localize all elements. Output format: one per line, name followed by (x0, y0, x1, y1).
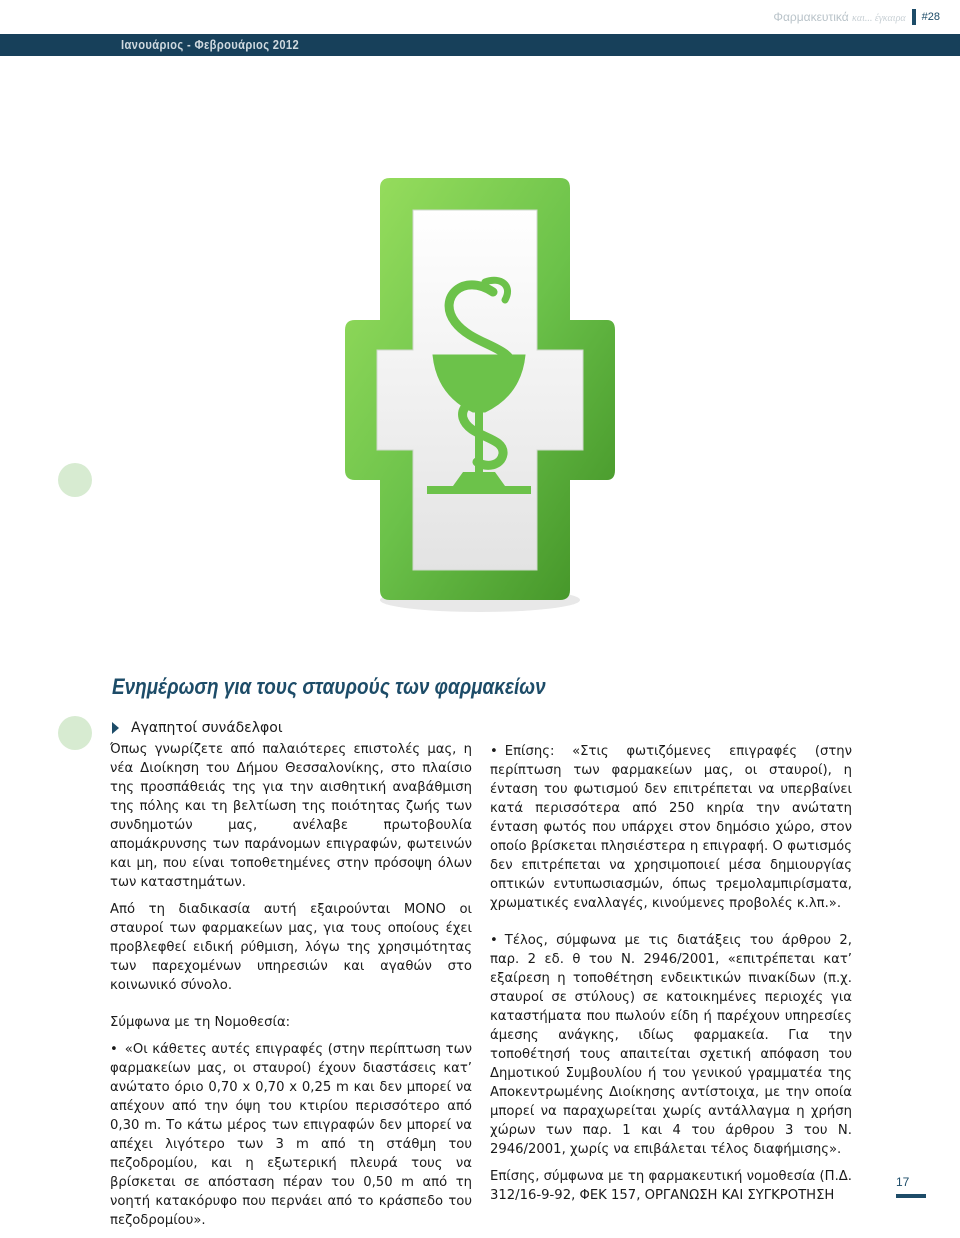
salutation (112, 720, 283, 736)
magazine-name: Φαρμακευτικά και... έγκαιρα (773, 10, 906, 24)
issue-date: Ιανουάριος - Φεβρουάριος 2012 (121, 37, 300, 52)
decorative-circle (58, 463, 92, 497)
paragraph: Σύμφωνα με τη Νομοθεσία: (110, 1015, 291, 1030)
decorative-circle (58, 716, 92, 750)
bullet-item: • Τέλος, σύμφωνα με τις διατάξεις του άρθρου 2, παρ. 2 εδ. θ του Ν. 2946/2001, «επιτρέπεται κατ’ εξαίρεση η τοποθέτηση ενδεικτικών πινακίδων (π.χ. σταυροί σε στύλους) σε κατοικημένες περιοχές για καταστήματα που πωλούν είδη ή παρέχουν υπηρεσίες άμεσης ανάγκης, ιδίως φαρμακεία. Για την τοποθέτησή τους απαιτείται σχετική απόφαση του Δημοτικού Συμβουλίου ή του γενικού γραμματέα της Αποκεντρωμένης Διοίκησης αντίστοιχα, με την οποία μπορεί να παραχωρείται χωρίς αντάλλαγμα η χρήση χώρων των παρ. 1 και 4 του άρθρου 3 του Ν. 2946/2001, χωρίς να επιβάλεται τέλος διαφήμισης». (490, 931, 852, 1159)
bullet-item: • Επίσης: «Στις φωτιζόμενες επιγραφές (στην περίπτωση των φαρμακείων μας, οι σταυροί), η ένταση του φωτισμού δεν επιτρέπεται να υπερβαίνει κατά περισσότερα από 250 κηρία την ανώτατη ένταση φωτός που υπάρχει στον δημόσιο χώρο, στον οποίο βρίσκεται πλησιέστερα η επιγραφή. Ο φωτισμός δεν επιτρέπεται να χρησιμοποιεί μέσα δημιουργίας οπτικών εντυπωσιασμών, όπως τρεμολαμπιρίσματα, χρωματικές εναλλαγές, κινούμενες προβολές κ.λπ.». (490, 742, 852, 913)
paragraph: Όπως γνωρίζετε από παλαιότερες επιστολές μας, η νέα Διοίκηση του Δήμου Θεσσαλονίκης, στο πλαίσιο της προσπάθειάς της για την αισθητική αναβάθμιση της πόλης και τη βελτίωση της ποιότητας ζωής των συνδημοτών μας, ανέλαβε πρωτοβουλία απομάκρυνσης των παράνομων επιγραφών, φωτεινών και μη, που είναι τοποθετημένες στην πρόσοψη όλων των καταστημάτων. (110, 742, 472, 890)
left-column (110, 740, 472, 1238)
right-column (490, 742, 852, 1213)
article-title: Ενημέρωση για τους σταυρούς των φαρμακείων (112, 674, 546, 699)
page-number: 17 (896, 1175, 910, 1189)
page-number-bar (896, 1194, 926, 1198)
paragraph: Από τη διαδικασία αυτή εξαιρούνται ΜΟΝΟ οι σταυροί των φαρμακείων μας, για τους οποίους έχει προβλεφθεί ειδική ρύθμιση, λόγω της χρησιμότητας των παρεχομένων υπηρεσιών και αγαθών στο κοινωνικό σύνολο. (110, 902, 472, 993)
salutation-text: Αγαπητοί συνάδελφοι (131, 720, 283, 736)
bullet-item: • «Οι κάθετες αυτές επιγραφές (στην περίπτωση των φαρμακείων μας, οι σταυροί) έχουν διαστάσεις κατ’ ανώτατο όριο 0,70 x 0,70 x 0,25 m και δεν μπορεί να απέχουν από την όψη του κτιρίου περισσότερο από 0,30 m. Το κάτω μέρος των επιγραφών δεν μπορεί να απέχει λιγότερο των 3 m από τη στάθμη του πεζοδρομίου, και η εξωτερική πλευρά τους να βρίσκεται σε απόσταση πέραν του 0,50 m από τη νοητή κατακόρυφο που περνάει από το κράσπεδο του πεζοδρομίου». (110, 1040, 472, 1230)
chevron-right-icon (112, 722, 119, 734)
date-band (0, 34, 960, 56)
header-divider (912, 9, 916, 25)
issue-number: #28 (921, 11, 940, 23)
pharmacy-cross-icon (345, 150, 615, 635)
paragraph: Επίσης, σύμφωνα με τη φαρμακευτική νομοθεσία (Π.Δ. 312/16-9-92, ΦΕΚ 157, ΟΡΓΑΝΩΣΗ ΚΑΙ ΣΥΓΚΡΟΤΗΣΗ (490, 1169, 852, 1203)
running-header (773, 8, 940, 26)
